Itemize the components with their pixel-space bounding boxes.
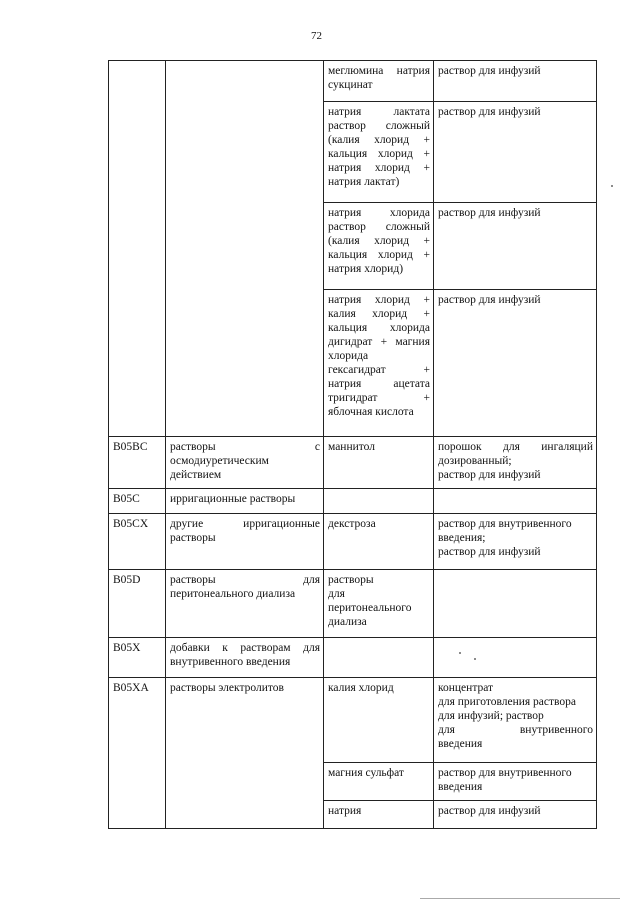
dosage-form-cell	[434, 638, 597, 678]
atc-code-cell: B05X	[109, 638, 166, 678]
dosage-form-cell	[434, 570, 597, 638]
dosage-form-cell: раствор для инфузий	[434, 203, 597, 290]
dosage-form-cell: концентрат для приготовления раствора для инфузий; раствор для внутривенного введения	[434, 678, 597, 763]
table-row	[109, 61, 597, 102]
table-row	[109, 570, 597, 638]
substance-cell: маннитол	[324, 437, 434, 489]
atc-code-cell: B05XA	[109, 678, 166, 829]
medication-table	[108, 60, 597, 829]
table-row	[109, 638, 597, 678]
table-row	[109, 514, 597, 570]
group-cell: растворы электролитов	[166, 678, 324, 829]
table-row	[109, 437, 597, 489]
atc-code-cell: B05D	[109, 570, 166, 638]
group-cell	[166, 61, 324, 437]
scan-speck	[474, 658, 476, 660]
substance-cell: натрия хлорида раствор сложный (калия хлорид + кальция хлорид + натрия хлорид)	[324, 203, 434, 290]
substance-cell: натрия	[324, 801, 434, 829]
scan-speck	[459, 652, 461, 654]
dosage-form-cell	[434, 489, 597, 514]
scan-edge-line	[420, 898, 620, 899]
dosage-form-cell: раствор для внутривенного введения; раствор для инфузий	[434, 514, 597, 570]
atc-code-cell	[109, 61, 166, 437]
group-cell: растворы с осмодиуретическим действием	[166, 437, 324, 489]
group-cell: растворы для перитонеального диализа	[166, 570, 324, 638]
atc-code-cell: B05C	[109, 489, 166, 514]
substance-cell	[324, 489, 434, 514]
atc-code-cell: B05CX	[109, 514, 166, 570]
table-row	[109, 678, 597, 763]
substance-cell: калия хлорид	[324, 678, 434, 763]
dosage-form-cell: раствор для внутривенного введения	[434, 763, 597, 801]
dosage-form-cell: раствор для инфузий	[434, 801, 597, 829]
substance-cell	[324, 638, 434, 678]
scan-speck	[611, 185, 613, 187]
substance-cell: натрия хлорид + калия хлорид + кальция хлорида дигидрат + магния хлорида гексагидрат + натрия ацетата тригидрат + яблочная кислота	[324, 290, 434, 437]
substance-cell: растворы для перитонеального диализа	[324, 570, 434, 638]
table-row	[109, 489, 597, 514]
group-cell: ирригационные растворы	[166, 489, 324, 514]
substance-cell: натрия лактата раствор сложный (калия хлорид + кальция хлорид + натрия хлорид + натрия лактат)	[324, 102, 434, 203]
group-cell: добавки к растворам для внутривенного введения	[166, 638, 324, 678]
dosage-form-cell: раствор для инфузий	[434, 61, 597, 102]
dosage-form-cell: раствор для инфузий	[434, 290, 597, 437]
group-cell: другие ирригационные растворы	[166, 514, 324, 570]
dosage-form-cell: раствор для инфузий	[434, 102, 597, 203]
substance-cell: меглюмина натрия сукцинат	[324, 61, 434, 102]
dosage-form-cell: порошок для ингаляций дозированный; раствор для инфузий	[434, 437, 597, 489]
page-number: 72	[311, 30, 322, 42]
substance-cell: магния сульфат	[324, 763, 434, 801]
atc-code-cell: B05BC	[109, 437, 166, 489]
substance-cell: декстроза	[324, 514, 434, 570]
